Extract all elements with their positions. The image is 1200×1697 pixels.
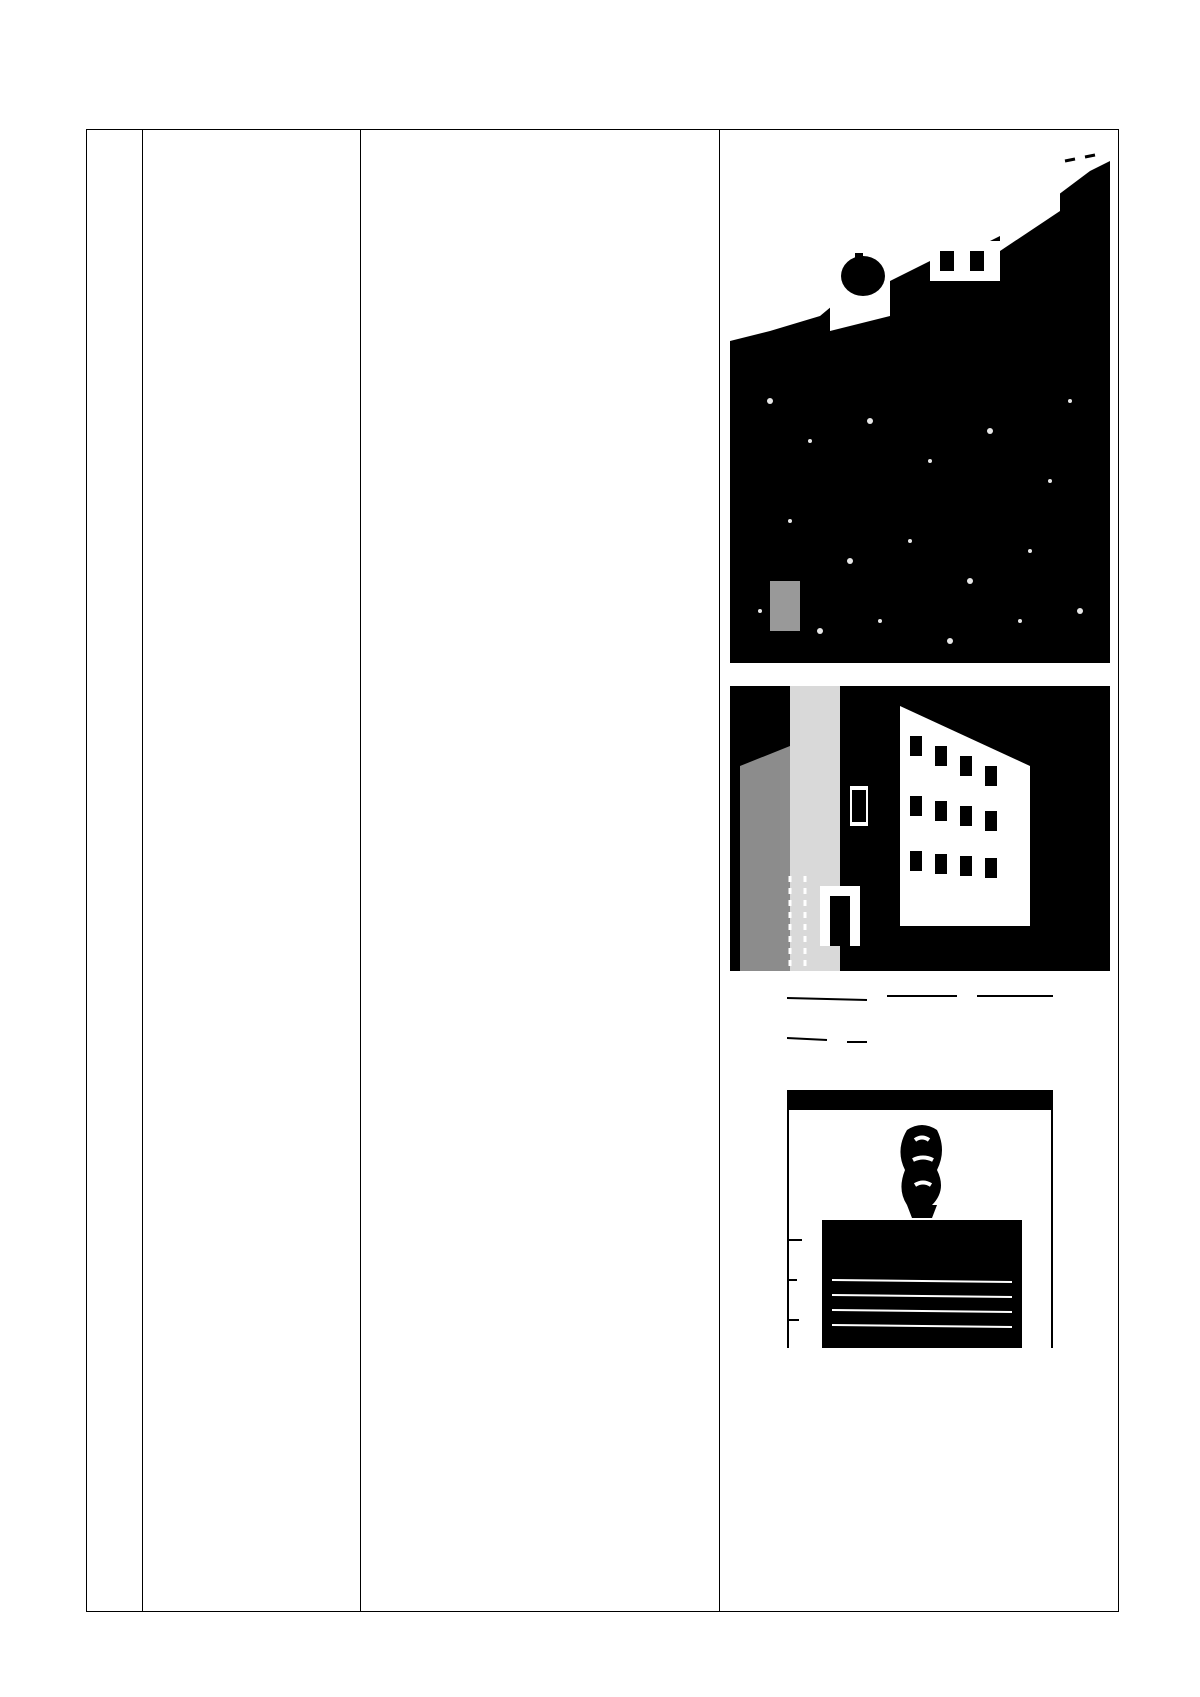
- bay-window-facade-photo: [730, 686, 1110, 971]
- table-column-divider-1: [142, 130, 143, 1611]
- facade-dome-photo: [730, 141, 1110, 663]
- mascaron-detail-photo: [787, 990, 1053, 1348]
- table-column-divider-3: [719, 130, 720, 1611]
- table-column-divider-2: [360, 130, 361, 1611]
